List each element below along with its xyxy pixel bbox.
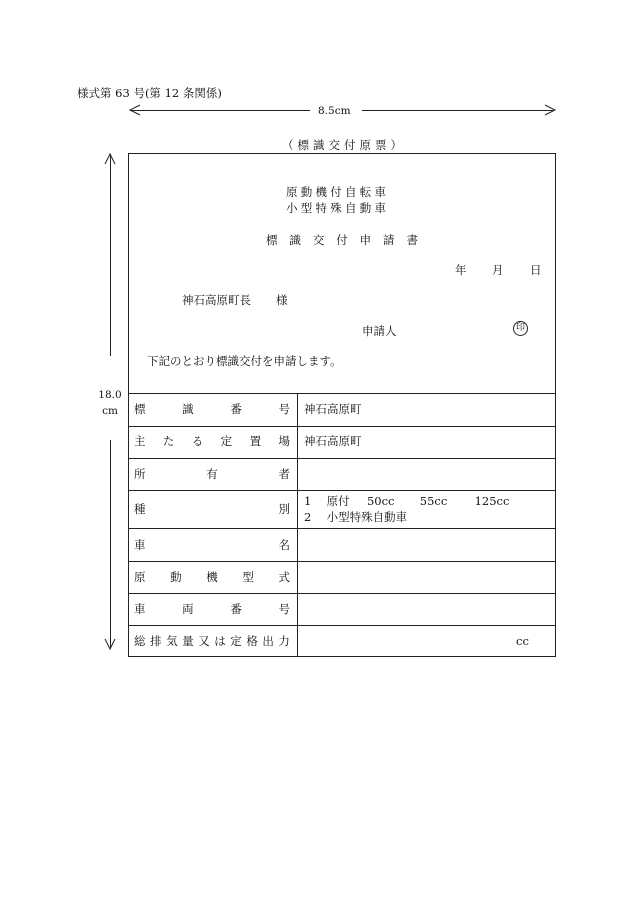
type-option-label: 原付 bbox=[326, 494, 350, 508]
row-label-engine-model bbox=[134, 570, 290, 584]
vehicle-type-char: 付 bbox=[330, 185, 342, 199]
type-option-125cc: 125cc bbox=[474, 494, 510, 508]
copy-title-char: 原 bbox=[359, 138, 371, 152]
value-sign-number: 神石高原町 bbox=[304, 402, 362, 416]
vehicle-type-char: 自 bbox=[345, 185, 357, 199]
row-divider bbox=[129, 458, 555, 459]
copy-title-char: 交 bbox=[328, 138, 340, 152]
row-divider bbox=[129, 490, 555, 491]
seal-mark-icon: 印 bbox=[513, 321, 528, 336]
arrow-down-icon bbox=[104, 637, 116, 651]
column-divider bbox=[297, 393, 298, 656]
applicant-label: 申請人 bbox=[362, 324, 397, 338]
label-char: 動 bbox=[170, 570, 182, 584]
label-char: 又 bbox=[198, 634, 210, 648]
value-storage-location: 神石高原町 bbox=[304, 434, 362, 448]
row-label-displacement bbox=[134, 634, 290, 648]
form-number: 様式第 63 号(第 12 条関係) bbox=[77, 86, 222, 100]
vehicle-type-char: 動 bbox=[300, 185, 313, 199]
width-label: 8.5cm bbox=[318, 105, 351, 117]
type-option-label: 小型特殊自動車 bbox=[326, 510, 408, 524]
label-char: 排 bbox=[150, 634, 162, 648]
honorific: 様 bbox=[276, 293, 288, 307]
row-divider bbox=[129, 625, 555, 626]
vehicle-type-char: 特 bbox=[315, 201, 327, 215]
row-label-vehicle-number bbox=[134, 602, 290, 616]
vehicle-type-char: 機 bbox=[315, 185, 327, 199]
copy-title-char: 標 bbox=[297, 138, 309, 152]
copy-title-char: ） bbox=[390, 138, 402, 152]
vehicle-type-line-1 bbox=[286, 185, 386, 199]
label-char: 番 bbox=[230, 602, 242, 616]
label-char: 気 bbox=[166, 634, 178, 648]
row-divider bbox=[129, 528, 555, 529]
label-char: た bbox=[162, 434, 175, 448]
type-option-number: 2 bbox=[304, 510, 312, 524]
label-char: 号 bbox=[278, 402, 290, 416]
row-label-owner bbox=[134, 467, 290, 481]
row-label-sign-number bbox=[134, 402, 290, 416]
label-char: は bbox=[214, 634, 226, 648]
label-char: 型 bbox=[242, 570, 254, 584]
label-char: 標 bbox=[134, 402, 146, 416]
label-char: る bbox=[191, 434, 204, 448]
label-char: 名 bbox=[278, 538, 290, 552]
label-char: 置 bbox=[249, 434, 262, 448]
label-char: 定 bbox=[230, 634, 242, 648]
displacement-unit: cc bbox=[516, 634, 529, 648]
label-char: 有 bbox=[206, 467, 218, 481]
label-char: 車 bbox=[134, 538, 146, 552]
row-divider bbox=[129, 561, 555, 562]
copy-title-char: （ bbox=[282, 138, 294, 152]
document-title-char: 交 bbox=[312, 233, 325, 247]
label-char: 別 bbox=[278, 502, 290, 516]
row-label-storage-location bbox=[134, 434, 290, 448]
label-char: 所 bbox=[134, 467, 146, 481]
copy-title-char: 付 bbox=[344, 138, 356, 152]
label-char: 力 bbox=[278, 634, 290, 648]
label-char: 量 bbox=[182, 634, 194, 648]
label-char: 番 bbox=[230, 402, 242, 416]
arrow-left-icon bbox=[128, 104, 142, 116]
row-divider bbox=[129, 426, 555, 427]
label-char: 車 bbox=[134, 602, 146, 616]
row-divider bbox=[129, 593, 555, 594]
height-unit: cm bbox=[102, 405, 118, 417]
label-char: 機 bbox=[206, 570, 218, 584]
width-arrow-line-left bbox=[130, 110, 310, 111]
label-char: 総 bbox=[134, 634, 146, 648]
date-year-label: 年 bbox=[455, 263, 467, 277]
type-option-55cc: 55cc bbox=[419, 494, 448, 508]
row-label-type bbox=[134, 502, 290, 516]
document-title-char: 書 bbox=[406, 233, 418, 247]
height-arrow-line-top bbox=[110, 154, 111, 356]
vehicle-type-char: 転 bbox=[359, 185, 372, 199]
copy-title-char: 票 bbox=[375, 138, 387, 152]
label-char: 号 bbox=[278, 602, 290, 616]
type-option-line-1 bbox=[304, 494, 509, 508]
label-char: 主 bbox=[134, 434, 146, 448]
vehicle-type-char: 殊 bbox=[330, 201, 342, 215]
arrow-right-icon bbox=[543, 104, 557, 116]
document-title-char: 請 bbox=[383, 233, 395, 247]
header-divider bbox=[129, 393, 555, 394]
height-value: 18.0 bbox=[98, 389, 122, 401]
vehicle-type-char: 小 bbox=[286, 201, 298, 215]
label-char: 者 bbox=[278, 467, 290, 481]
document-title bbox=[266, 233, 418, 247]
document-title-char: 申 bbox=[359, 233, 372, 247]
type-option-number: 1 bbox=[304, 494, 312, 508]
label-char: 式 bbox=[278, 570, 290, 584]
label-char: 種 bbox=[134, 502, 146, 516]
vehicle-type-char: 動 bbox=[359, 201, 372, 215]
label-char: 格 bbox=[246, 634, 258, 648]
width-arrow-line-right bbox=[362, 110, 553, 111]
label-char: 原 bbox=[134, 570, 146, 584]
label-char: 定 bbox=[220, 434, 233, 448]
addressee: 神石高原町長 bbox=[182, 293, 251, 307]
type-option-line-2 bbox=[304, 510, 407, 524]
application-statement: 下記のとおり標識交付を申請します。 bbox=[147, 354, 342, 368]
document-title-char: 付 bbox=[336, 233, 348, 247]
date-day-label: 日 bbox=[530, 263, 542, 277]
vehicle-type-char: 車 bbox=[374, 185, 386, 199]
label-char: 出 bbox=[262, 634, 274, 648]
vehicle-type-char: 車 bbox=[374, 201, 386, 215]
copy-title-char: 識 bbox=[313, 138, 325, 152]
document-title-char: 識 bbox=[289, 233, 301, 247]
height-arrow-line-bottom bbox=[110, 440, 111, 648]
type-option-50cc: 50cc bbox=[366, 494, 395, 508]
copy-title bbox=[282, 138, 402, 152]
date-month-label: 月 bbox=[492, 263, 504, 277]
vehicle-type-char: 型 bbox=[300, 201, 313, 215]
label-char: 両 bbox=[182, 602, 194, 616]
document-title-char: 標 bbox=[266, 233, 278, 247]
vehicle-type-char: 自 bbox=[345, 201, 357, 215]
label-char: 場 bbox=[278, 434, 290, 448]
label-char: 識 bbox=[182, 402, 194, 416]
vehicle-type-line-2 bbox=[286, 201, 386, 215]
row-label-vehicle-name bbox=[134, 538, 290, 552]
vehicle-type-char: 原 bbox=[286, 185, 298, 199]
arrow-up-icon bbox=[104, 152, 116, 166]
